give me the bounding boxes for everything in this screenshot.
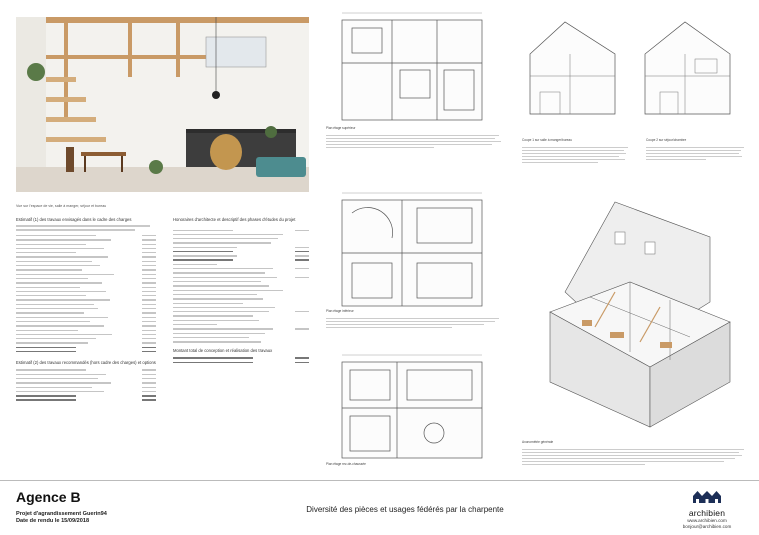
houses-icon [692, 490, 722, 503]
estimate-heading-2: Estimatif (2) des travaux recommandés (hors cadre des charges) et options [16, 359, 156, 365]
project-tagline: Diversité des pièces et usages fédérés par la charpente [306, 505, 504, 514]
fees-heading: Honoraires d'architecte et descriptif des phases d'études du projet [173, 217, 296, 222]
estimate-table-2 [16, 368, 156, 402]
agency-name: Agence B [16, 489, 81, 505]
estimate-section [16, 217, 156, 402]
plan-upper-text [326, 133, 506, 150]
brand-email[interactable]: bonjour@archibien.com [682, 524, 732, 529]
estimate-heading-1: Estimatif (1) des travaux envisagés dans le cadre des charges [16, 217, 132, 222]
estimate-table-1 [16, 234, 156, 354]
floor-plans-drawing [322, 8, 512, 468]
section-1-title: Coupe 1 sur salle à manger/bureau [522, 138, 572, 142]
axo-title: Axonométrie générale [522, 440, 554, 444]
interior-render-illustration [16, 17, 309, 192]
section-2-title: Coupe 2 sur séjour/chambre [646, 138, 687, 142]
fees-total-table [173, 356, 309, 365]
axo-text [522, 447, 746, 467]
plan-middle-title: Plan étage inférieur [326, 309, 354, 313]
brand-name: archibien [688, 508, 726, 518]
estimate-paragraph [16, 225, 156, 231]
archibien-logo [668, 490, 746, 530]
fees-section [173, 217, 309, 365]
plan-upper-title: Plan étage supérieur [326, 126, 356, 130]
plan-lower-title: Plan étage rez-de-chaussée [326, 462, 366, 466]
fees-sub-heading: Montant total de conception et réalisation des travaux [173, 348, 273, 354]
interior-render [16, 17, 309, 192]
fees-table [173, 228, 309, 344]
project-info [16, 511, 107, 525]
axonometric-drawing [520, 192, 745, 432]
section-1-text [522, 145, 630, 165]
brand-site[interactable]: www.archibien.com [687, 518, 727, 523]
project-date: Date de rendu le 15/09/2018 [16, 518, 90, 524]
project-title: Projet d'agrandissement Guerin94 [16, 511, 107, 517]
render-caption: Vue sur l'espace de vie, salle à manger, séjour et bureau [16, 204, 107, 208]
section-2-text [646, 145, 746, 162]
sections-drawing [520, 14, 745, 134]
footer-divider [0, 480, 759, 481]
plan-middle-text [326, 316, 506, 330]
